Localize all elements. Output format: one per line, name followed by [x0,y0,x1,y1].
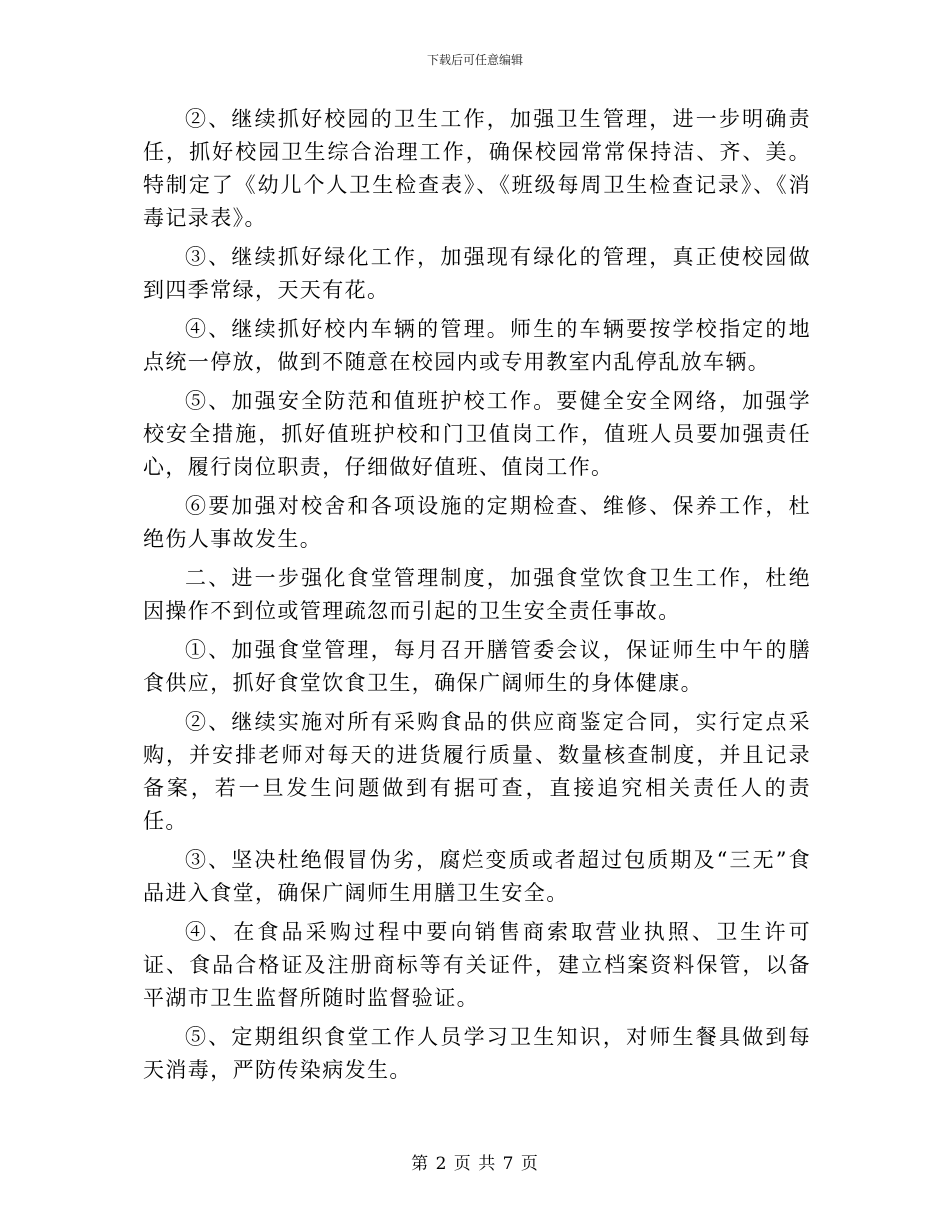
paragraph: ⑤、加强安全防范和值班护校工作。要健全安全网络，加强学校安全措施，抓好值班护校和门卫值岗工作，值班人员要加强责任心，履行岗位职责，仔细做好值班、值岗工作。 [143,389,811,479]
page-header-note: 下载后可任意编辑 [426,53,523,67]
paragraph: ⑥要加强对校舍和各项设施的定期检查、维修、保养工作，杜绝伤人事故发生。 [143,494,811,551]
paragraph: ③、坚决杜绝假冒伪劣，腐烂变质或者超过包质期及“三无”食品进入食堂，确保广阔师生用膳卫生安全。 [143,848,811,905]
section-heading-paragraph: 二、进一步强化食堂管理制度，加强食堂饮食卫生工作，杜绝因操作不到位或管理疏忽而引起的卫生安全责任事故。 [143,566,811,623]
paragraph: ④、在食品采购过程中要向销售商索取营业执照、卫生许可证、食品合格证及注册商标等有关证件，建立档案资料保管，以备平湖市卫生监督所随时监督验证。 [143,920,811,1010]
page-number: 第 2 页 共 7 页 [411,1154,539,1174]
paragraph: ①、加强食堂管理，每月召开膳管委会议，保证师生中午的膳食供应，抓好食堂饮食卫生，确保广阔师生的身体健康。 [143,638,811,695]
paragraph: ③、继续抓好绿化工作，加强现有绿化的管理，真正使校园做到四季常绿，天天有花。 [143,245,811,302]
paragraph: ⑤、定期组织食堂工作人员学习卫生知识，对师生餐具做到每天消毒，严防传染病发生。 [143,1025,811,1082]
document-body [143,103,811,1093]
paragraph: ②、继续实施对所有采购食品的供应商鉴定合同，实行定点采购，并安排老师对每天的进货履行质量、数量核查制度，并且记录备案，若一旦发生问题做到有据可查，直接追究相关责任人的责任。 [143,710,811,833]
paragraph: ②、继续抓好校园的卫生工作，加强卫生管理，进一步明确责任，抓好校园卫生综合治理工作，确保校园常常保持洁、齐、美。特制定了《幼儿个人卫生检查表》、《班级每周卫生检查记录》、《消毒记录表》。 [143,107,811,230]
paragraph: ④、继续抓好校内车辆的管理。师生的车辆要按学校指定的地点统一停放，做到不随意在校园内或专用教室内乱停乱放车辆。 [143,317,811,374]
